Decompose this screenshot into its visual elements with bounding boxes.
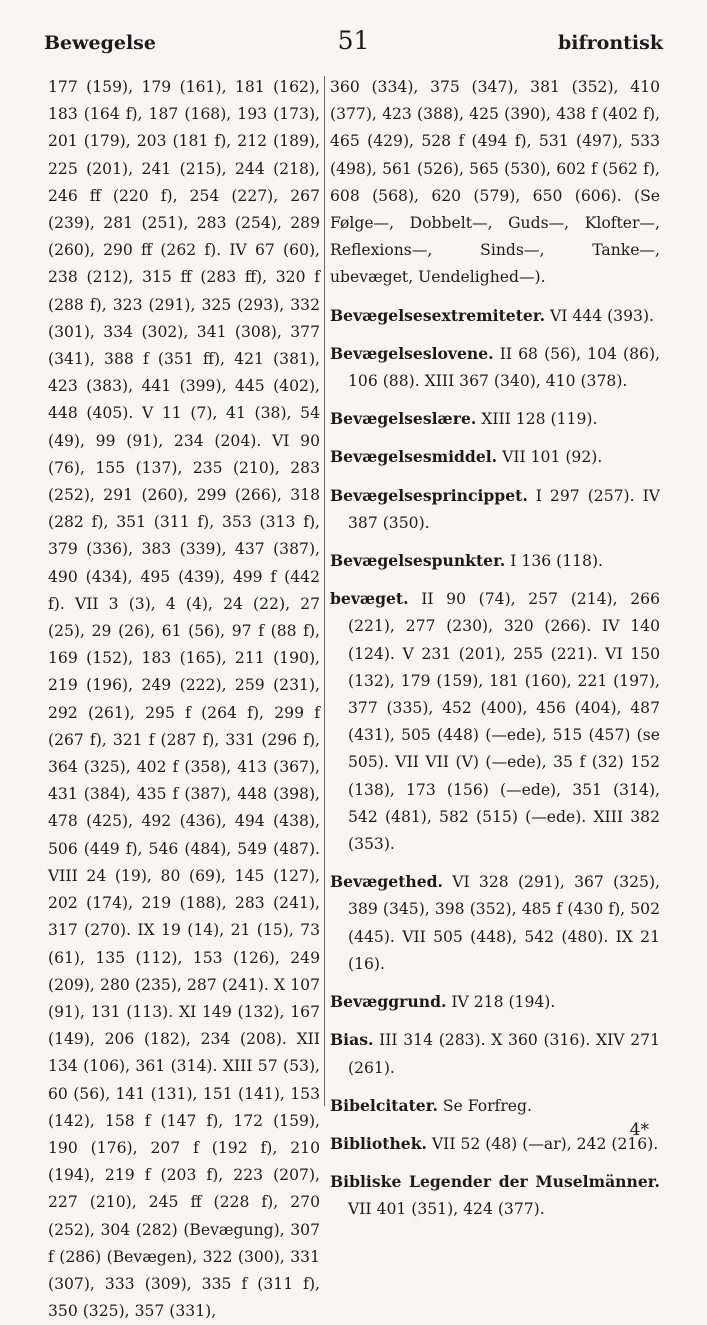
entry-body: VII 101 (92). (497, 448, 603, 467)
entry-headword: Bevægethed. (330, 872, 443, 892)
entry-body: IV 218 (194). (446, 993, 556, 1012)
entry-body: VII 52 (48) (—ar), 242 (216). (426, 1134, 659, 1153)
index-entry (330, 1130, 660, 1158)
index-entry (330, 868, 660, 978)
entry-headword: Bevægelsesmiddel. (330, 447, 498, 467)
left-column (48, 74, 320, 1325)
index-entry (330, 1026, 660, 1081)
page-header (44, 22, 663, 62)
index-entry (330, 74, 660, 292)
entry-body: VI 328 (291), 367 (325), 389 (345), 398 (352), 485 f (430 f), 502 (445). VII 505 (448), 542 (480). IX 21 (16). (348, 873, 660, 973)
entry-headword: Bibliske Legender der Muselmänner. (330, 1172, 660, 1192)
entry-body: III 314 (283). X 360 (316). XIV 271 (261). (348, 1031, 660, 1077)
entry-body: VII 401 (351), 424 (377). (348, 1200, 545, 1219)
entry-body: VI 444 (393). (545, 306, 654, 325)
entry-headword: Bias. (330, 1030, 374, 1050)
index-entry (330, 547, 660, 575)
entry-body: I 297 (257). IV 387 (350). (348, 486, 660, 532)
entry-headword: Bibliothek. (330, 1133, 427, 1153)
entry-body: 360 (334), 375 (347), 381 (352), 410 (377), 423 (388), 425 (390), 438 f (402 f), 465 (429), 528 f (494 f), 531 (497), 533 (498), 561 (526), 565 (530), 602 f (562 f), 608 (568), 620 (579), 650 (606). (Se Følge—, Dobbelt—, Guds—, Klofter—, Reflexions—, Sinds—, Tanke—, ubevæget, Uendelighed—). (330, 78, 660, 287)
index-entry (330, 302, 660, 330)
entry-body: II 90 (74), 257 (214), 266 (221), 277 (230), 320 (266). IV 140 (124). V 231 (201), 255 (221). VI 150 (132), 179 (159), 181 (160), 221 (197), 377 (335), 452 (400), 456 (404), 487 (431), 505 (448) (—ede), 515 (457) (se 505). VII VII (V) (—ede), 35 f (32) 152 (138), 173 (156) (—ede), 351 (314), 542 (481), 582 (515) (—ede). XIII 382 (353). (348, 590, 660, 854)
entry-body: I 136 (118). (505, 552, 604, 571)
entry-headword: Bevægelseslovene. (330, 343, 494, 363)
right-column (330, 74, 660, 1224)
entry-headword: Bevægelsesextremiteter. (330, 305, 546, 325)
signature-mark: 4* (629, 1120, 649, 1140)
running-head-left: Bewegelse (44, 32, 156, 54)
entry-headword: Bevægelsespunkter. (330, 551, 506, 571)
column-divider (324, 76, 325, 1106)
entry-headword: Bibelcitater. (330, 1095, 438, 1115)
entry-headword: Bevægelseslære. (330, 409, 477, 429)
index-entry (330, 1092, 660, 1120)
index-entry (330, 443, 660, 471)
continued-entry-text: 177 (159), 179 (161), 181 (162), 183 (164 f), 187 (168), 193 (173), 201 (179), 203 (181 f), 212 (189), 225 (201), 241 (215), 244 (218), 246 ff (220 f), 254 (227), 267 (239), 281 (251), 283 (254), 289 (260), 290 ff (262 f). IV 67 (60), 238 (212), 315 ff (283 ff), 320 f (288 f), 323 (291), 325 (293), 332 (301), 334 (302), 341 (308), 377 (341), 388 f (351 ff), 421 (381), 423 (383), 441 (399), 445 (402), 448 (405). V 11 (7), 41 (38), 54 (49), 99 (91), 234 (204). VI 90 (76), 155 (137), 235 (210), 283 (252), 291 (260), 299 (266), 318 (282 f), 351 (311 f), 353 (313 f), 379 (336), 383 (339), 437 (387), 490 (434), 495 (439), 499 f (442 f). VII 3 (3), 4 (4), 24 (22), 27 (25), 29 (26), 61 (56), 97 f (88 f), 169 (152), 183 (165), 211 (190), 219 (196), 249 (222), 259 (231), 292 (261), 295 f (264 f), 299 f (267 f), 321 f (287 f), 331 (296 f), 364 (325), 402 f (358), 413 (367), 431 (384), 435 f (387), 448 (398), 478 (425), 492 (436), 494 (438), 506 (449 f), 546 (484), 549 (487). VIII 24 (19), 80 (69), 145 (127), 202 (174), 219 (188), 283 (241), 317 (270). IX 19 (14), 21 (15), 73 (61), 135 (112), 153 (126), 249 (209), 280 (235), 287 (241). X 107 (91), 131 (113). XI 149 (132), 167 (149), 206 (182), 234 (208). XII 134 (106), 361 (314). XIII 57 (53), 60 (56), 141 (131), 151 (141), 153 (142), 158 f (147 f), 172 (159), 190 (176), 207 f (192 f), 210 (194), 219 f (203 f), 223 (207), 227 (210), 245 ff (228 f), 270 (252), 304 (282) (Bevægung), 307 f (286) (Bevægen), 322 (300), 331 (307), 333 (309), 335 f (311 f), 350 (325), 357 (331), (48, 78, 320, 1321)
entry-headword: bevæget. (330, 589, 409, 609)
entry-body: Se Forfreg. (437, 1096, 532, 1115)
entry-body: XIII 128 (119). (476, 410, 598, 429)
index-entry (330, 482, 660, 537)
entry-body: II 68 (56), 104 (86), 106 (88). XIII 367 (340), 410 (378). (348, 344, 660, 391)
running-head-right: bifrontisk (557, 32, 663, 54)
index-entry (330, 988, 660, 1016)
index-entry (330, 1168, 660, 1223)
entry-headword: Bevæggrund. (330, 992, 447, 1012)
page-number: 51 (337, 26, 370, 55)
entry-headword: Bevægelsesprincippet. (330, 485, 528, 505)
index-entry (330, 340, 660, 395)
index-entry (330, 405, 660, 433)
index-entry (330, 585, 660, 858)
